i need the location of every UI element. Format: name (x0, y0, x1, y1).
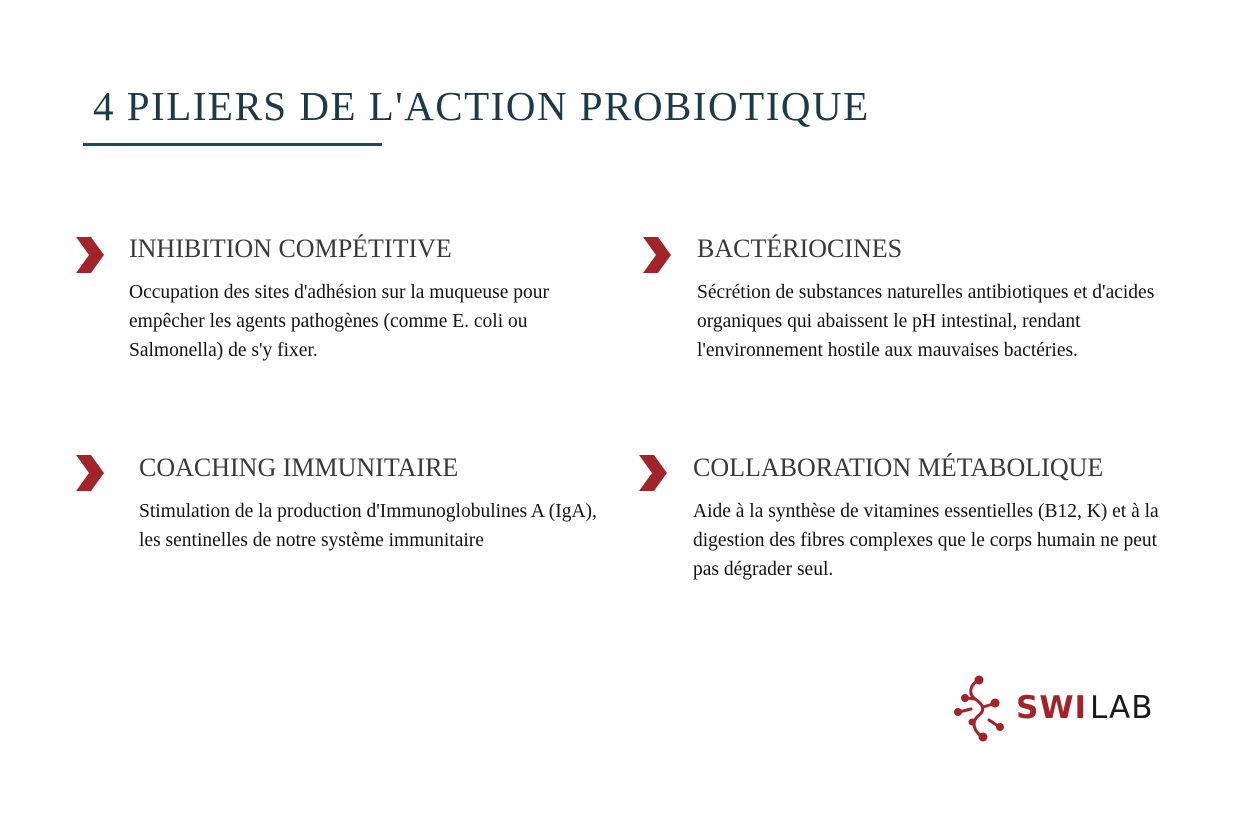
pillar-desc-inhibition: Occupation des sites d'adhésion sur la muqueuse pour empêcher les agents pathogènes (comme E. coli ou Salmonella) de s'y fixer. (129, 282, 549, 361)
pillar-title-inhibition: INHIBITION COMPÉTITIVE (129, 234, 452, 263)
swilab-logo (954, 674, 1164, 742)
pillar-title-bacteriocines: BACTÉRIOCINES (697, 234, 903, 263)
page-title: 4 PILIERS DE L'ACTION PROBIOTIQUE (93, 83, 870, 129)
molecule-icon (959, 680, 998, 736)
chevron-right-icon (74, 453, 106, 493)
pillar-title-coaching: COACHING IMMUNITAIRE (139, 453, 459, 482)
logo-text-lab: LAB (1090, 690, 1154, 726)
pillar-desc-bacteriocines: Sécrétion de substances naturelles antibiotiques et d'acides organiques qui abaissent le pH intestinal, rendant l'environnement hostile aux mauvaises bactéries. (697, 282, 1155, 361)
logo-text-swi: SWI (1016, 690, 1088, 726)
chevron-right-icon (74, 235, 106, 275)
chevron-right-icon (641, 235, 673, 275)
chevron-right-icon (637, 453, 669, 493)
title-underline (83, 143, 382, 146)
pillar-desc-coaching: Stimulation de la production d'Immunoglobulines A (IgA), les sentinelles de notre système immunitaire (139, 501, 597, 551)
pillar-desc-collaboration: Aide à la synthèse de vitamines essentielles (B12, K) et à la digestion des fibres complexes que le corps humain ne peut pas dégrader seul. (693, 501, 1159, 580)
pillar-title-collaboration: COLLABORATION MÉTABOLIQUE (693, 453, 1104, 482)
